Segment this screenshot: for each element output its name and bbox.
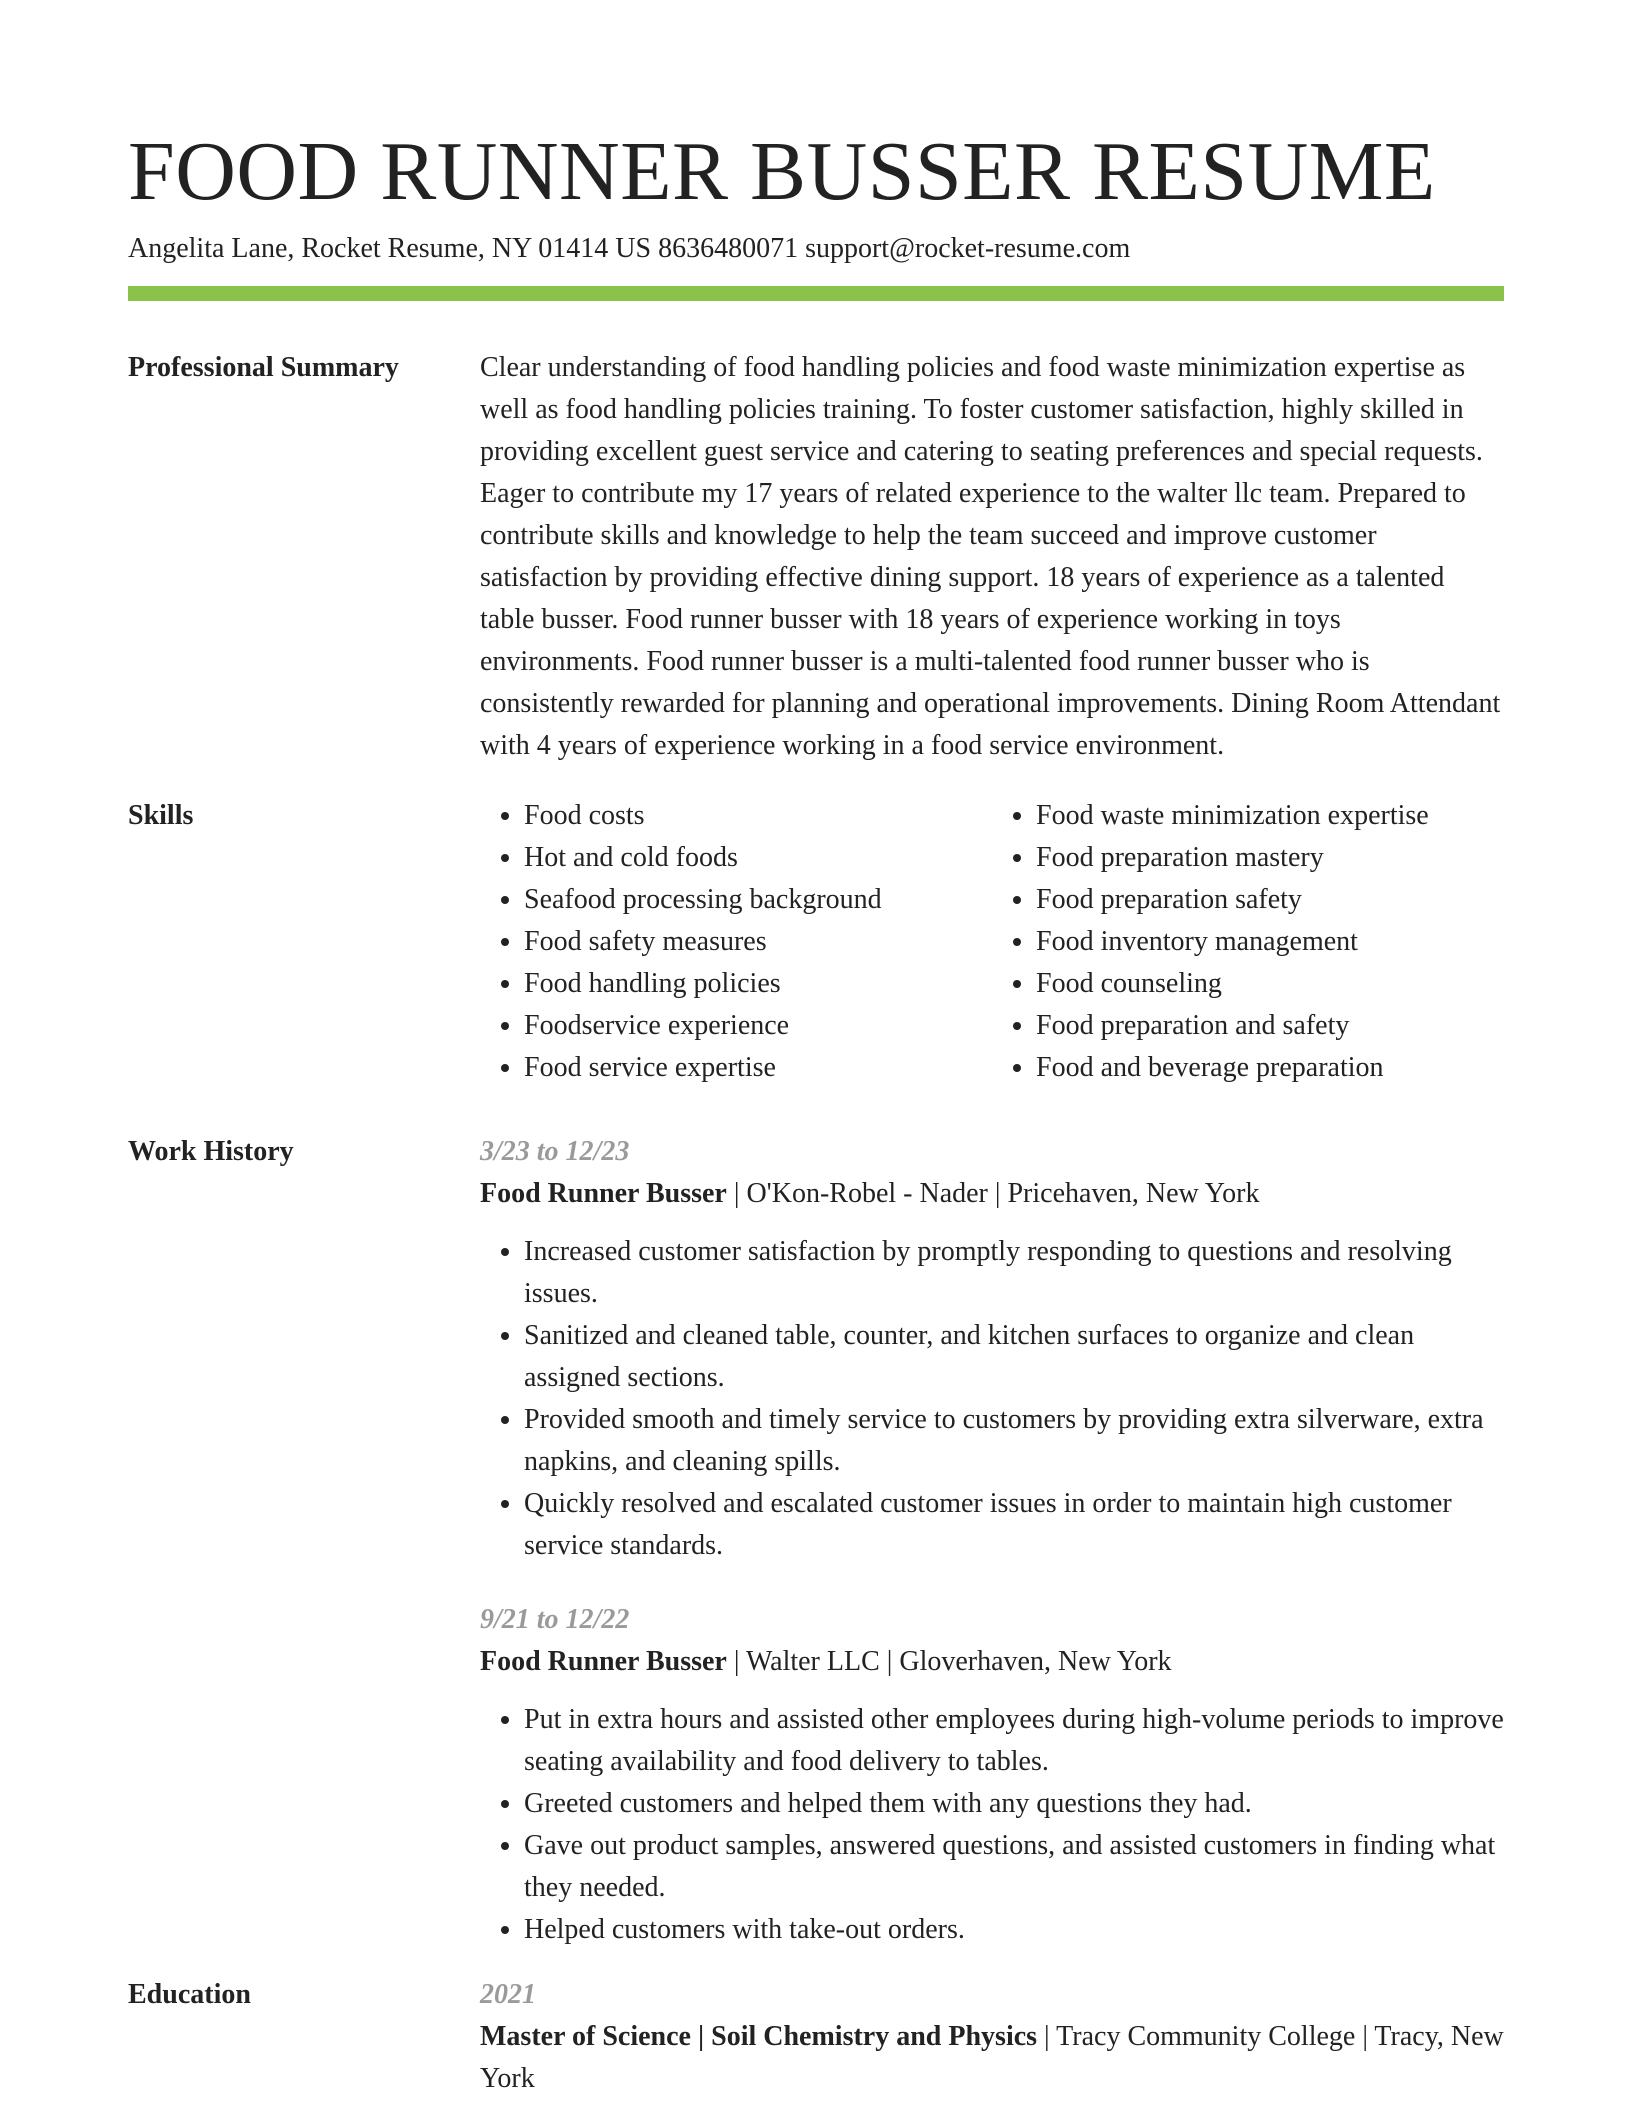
job-bullet: • Increased customer satisfaction by promptly responding to questions and resolving issues. xyxy=(524,1231,1504,1315)
job-bullet: • Sanitized and cleaned table, counter, and kitchen surfaces to organize and clean assigned sections. xyxy=(524,1315,1504,1399)
skills-list-right xyxy=(992,795,1504,1089)
skill-item: • Food inventory management xyxy=(1036,921,1504,963)
job-title: Food Runner Busser xyxy=(480,1646,727,1677)
job-bullet: • Quickly resolved and escalated customer issues in order to maintain high customer service standards. xyxy=(524,1483,1504,1567)
skills-list-left xyxy=(480,795,992,1089)
job-dates: 3/23 to 12/23 xyxy=(480,1136,630,1167)
job-bullet: • Greeted customers and helped them with any questions they had. xyxy=(524,1783,1504,1825)
job-bullet: • Put in extra hours and assisted other employees during high-volume periods to improve seating availability and food delivery to tables. xyxy=(524,1699,1504,1783)
job-employer: | O'Kon-Robel - Nader | Pricehaven, New York xyxy=(726,1178,1260,1209)
skill-item: • Hot and cold foods xyxy=(524,837,992,879)
skill-item: • Food preparation and safety xyxy=(1036,1005,1504,1047)
contact-line: Angelita Lane, Rocket Resume, NY 01414 US 8636480071 support@rocket-resume.com xyxy=(128,233,1131,264)
job-entry xyxy=(480,1599,1504,1951)
education-degree: Master of Science | Soil Chemistry and Physics xyxy=(480,2021,1038,2052)
resume-title: FOOD RUNNER BUSSER RESUME xyxy=(128,125,1436,218)
job-heading xyxy=(480,1641,1504,1683)
skill-item: • Seafood processing background xyxy=(524,879,992,921)
skill-item: • Foodservice experience xyxy=(524,1005,992,1047)
job-heading xyxy=(480,1173,1504,1215)
skill-item: • Food service expertise xyxy=(524,1047,992,1089)
work-body xyxy=(480,1131,1504,1977)
job-title: Food Runner Busser xyxy=(480,1178,727,1209)
skill-item: • Food handling policies xyxy=(524,963,992,1005)
work-label: Work History xyxy=(128,1136,294,1167)
accent-rule xyxy=(128,286,1504,301)
summary-label: Professional Summary xyxy=(128,352,399,383)
education-date: 2021 xyxy=(480,1979,536,2010)
summary-text: Clear understanding of food handling policies and food waste minimization expertise as well as food handling policies training. To foster customer satisfaction, highly skilled in providing excellent guest service and catering to seating preferences and special requests. Eager to contribute my 17 years of related experience to the walter llc team. Prepared to contribute skills and knowledge to help the team succeed and improve customer satisfaction by providing effective dining support. 18 years of experience as a talented table busser. Food runner busser with 18 years of experience working in toys environments. Food runner busser is a multi-talented food runner busser who is consistently rewarded for planning and operational improvements. Dining Room Attendant with 4 years of experience working in a food service environment. xyxy=(480,352,1501,761)
skill-item: • Food preparation mastery xyxy=(1036,837,1504,879)
skills-body xyxy=(480,795,1504,1089)
skills-columns xyxy=(480,795,1504,1089)
job-bullets xyxy=(480,1231,1504,1567)
job-bullet: • Gave out product samples, answered questions, and assisted customers in finding what they needed. xyxy=(524,1825,1504,1909)
education-body xyxy=(480,1974,1504,2100)
skill-item: • Food and beverage preparation xyxy=(1036,1047,1504,1089)
skill-item: • Food waste minimization expertise xyxy=(1036,795,1504,837)
education-school: | Tracy Community College | Tracy, New York xyxy=(480,2021,1504,2094)
skill-item: • Food costs xyxy=(524,795,992,837)
job-bullet: • Helped customers with take-out orders. xyxy=(524,1909,1504,1951)
skills-label: Skills xyxy=(128,800,194,831)
job-entry xyxy=(480,1131,1504,1567)
skill-item: • Food safety measures xyxy=(524,921,992,963)
summary-body xyxy=(480,347,1504,767)
skill-item: • Food counseling xyxy=(1036,963,1504,1005)
skill-item: • Food preparation safety xyxy=(1036,879,1504,921)
education-label: Education xyxy=(128,1979,251,2010)
job-employer: | Walter LLC | Gloverhaven, New York xyxy=(726,1646,1172,1677)
job-bullets xyxy=(480,1699,1504,1951)
job-bullet: • Provided smooth and timely service to customers by providing extra silverware, extra napkins, and cleaning spills. xyxy=(524,1399,1504,1483)
education-heading xyxy=(480,2016,1504,2100)
job-dates: 9/21 to 12/22 xyxy=(480,1604,630,1635)
